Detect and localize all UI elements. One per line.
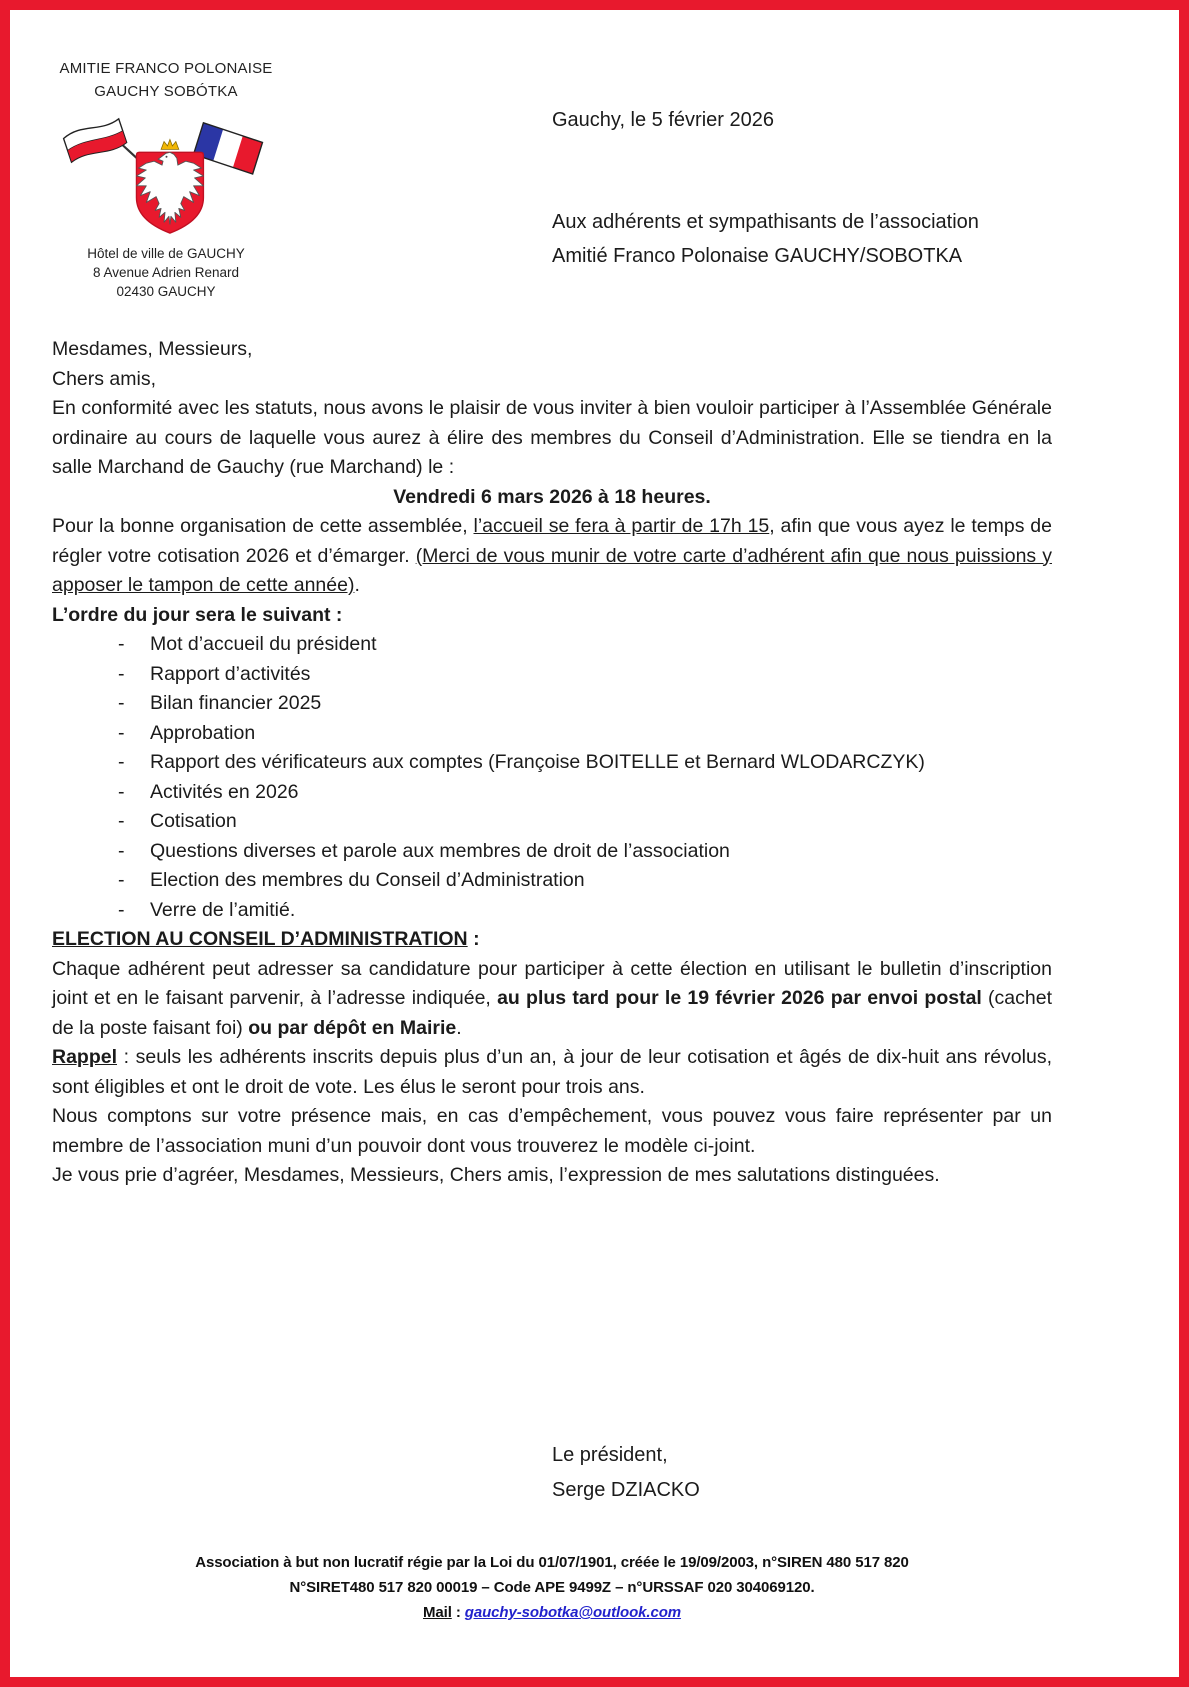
meeting-date-line: Vendredi 6 mars 2026 à 18 heures. (393, 485, 711, 508)
paragraph-invitation: En conformité avec les statuts, nous avons le plaisir de vous inviter à bien vouloir participer à l’Assemblée Générale ordinaire au cours de laquelle vous aurez à élire des membres du Conseil d’Administration. Elle se tiendra en la salle Marchand de Gauchy (rue Marchand) le : (52, 397, 1052, 478)
list-dash: - (118, 662, 125, 685)
signature-name: Serge DZIACKO (552, 1479, 700, 1501)
flags-crest-icon (56, 109, 276, 237)
mail-label: Mail (422, 1604, 452, 1621)
rappel-label: Rappel (52, 1046, 118, 1068)
election-section-heading: ELECTION AU CONSEIL D’ADMINISTRATION : (52, 928, 480, 950)
agenda-item: - Rapport d’activités (118, 660, 1052, 690)
agenda-item: - Bilan financier 2025 (118, 689, 1052, 719)
signature-block (552, 1438, 700, 1508)
salutation-line1: Mesdames, Messieurs, (52, 338, 253, 360)
footer-line2: N°SIRET480 517 820 00019 – Code APE 9499Z – n°URSSAF 020 304069120. (289, 1579, 815, 1596)
bold-deadline: au plus tard pour le 19 février 2026 par envoi postal (497, 987, 982, 1009)
letterhead-right-block (552, 105, 979, 273)
recipient-line1: Aux adhérents et sympathisants de l’association (552, 211, 979, 233)
paragraph-representation: Nous comptons sur votre présence mais, en cas d’empêchement, vous pouvez vous faire représenter par un membre de l’association muni d’un pouvoir dont vous trouverez le modèle ci-joint. (52, 1105, 1052, 1157)
footer-mail-line: Mail : gauchy-sobotka@outlook.com (422, 1604, 682, 1621)
footer-line1: Association à but non lucratif régie par la Loi du 01/07/1901, créée le 19/09/2003, n°SIREN 480 517 820 (195, 1554, 909, 1571)
bold-town-hall: ou par dépôt en Mairie (248, 1016, 457, 1039)
association-address-line2: 8 Avenue Adrien Renard (92, 265, 240, 280)
recipient-block (552, 205, 979, 273)
association-logo-block (54, 57, 278, 301)
letter-content (52, 10, 1052, 1677)
agenda-title: L’ordre du jour sera le suivant : (52, 603, 343, 626)
agenda-item: - Mot d’accueil du président (118, 630, 1052, 660)
list-dash: - (118, 692, 125, 714)
signature-title: Le président, (552, 1444, 668, 1466)
association-name-line1: AMITIE FRANCO POLONAISE (59, 60, 273, 77)
legal-footer (52, 1550, 1052, 1625)
list-dash: - (118, 633, 125, 655)
paragraph-closing: Je vous prie d’agréer, Mesdames, Messieurs, Chers amis, l’expression de mes salutations distinguées. (52, 1164, 940, 1186)
list-dash: - (118, 839, 125, 862)
association-address-line3: 02430 GAUCHY (116, 284, 216, 299)
agenda-item: - Approbation (118, 719, 1052, 749)
agenda-item: - Questions diverses et parole aux membres de droit de l’association (118, 837, 1052, 867)
list-dash: - (118, 898, 125, 921)
agenda-item: - Verre de l’amitié. (118, 896, 1052, 926)
association-address-line1: Hôtel de ville de GAUCHY (87, 246, 245, 261)
agenda-item: - Rapport des vérificateurs aux comptes (Françoise BOITELLE et Bernard WLODARCZYK) (118, 748, 1052, 778)
agenda-item: - Activités en 2026 (118, 778, 1052, 808)
paragraph-rappel: Rappel : seuls les adhérents inscrits depuis plus d’un an, à jour de leur cotisation et âgés de dix-huit ans révolus, sont éligibles et ont le droit de vote. Les élus le seront pour trois ans. (52, 1046, 1052, 1098)
agenda-item: - Election des membres du Conseil d’Administration (118, 866, 1052, 896)
letter-date: Gauchy, le 5 février 2026 (552, 109, 774, 131)
letter-body (52, 335, 1052, 1191)
list-dash: - (118, 810, 125, 832)
paragraph-organisation: Pour la bonne organisation de cette assemblée, l’accueil se fera à partir de 17h 15, afin que vous ayez le temps de régler votre cotisation 2026 et d’émarger. (Merci de vous munir de votre carte d’adhérent afin que nous puissions y apposer le tampon de cette année). (52, 515, 1052, 596)
flags-and-crest-logo (54, 109, 278, 242)
list-dash: - (118, 751, 125, 773)
paragraph-candidature: Chaque adhérent peut adresser sa candidature pour participer à cette élection en utilisant le bulletin d’inscription joint et en le faisant parvenir, à l’adresse indiquée, au plus tard pour le 19 février 2026 par envoi postal (cachet de la poste faisant foi) ou par dépôt en Mairie. (52, 957, 1052, 1039)
agenda-list (52, 630, 1052, 925)
list-dash: - (118, 780, 125, 803)
recipient-line2: Amitié Franco Polonaise GAUCHY/SOBOTKA (552, 245, 963, 267)
list-dash: - (118, 721, 125, 744)
list-dash: - (118, 869, 125, 891)
association-name-line2: GAUCHY SOBÓTKA (94, 83, 238, 100)
underlined-welcome-time: l’accueil se fera à partir de 17h 15 (473, 515, 770, 537)
underlined-membership-card: (Merci de vous munir de votre carte d’adhérent afin que nous puissions y apposer le tampon de cette année) (52, 544, 1052, 596)
agenda-item: - Cotisation (118, 807, 1052, 837)
salutation-line2: Chers amis, (52, 367, 157, 390)
email-link[interactable]: gauchy-sobotka@outlook.com (464, 1604, 682, 1621)
